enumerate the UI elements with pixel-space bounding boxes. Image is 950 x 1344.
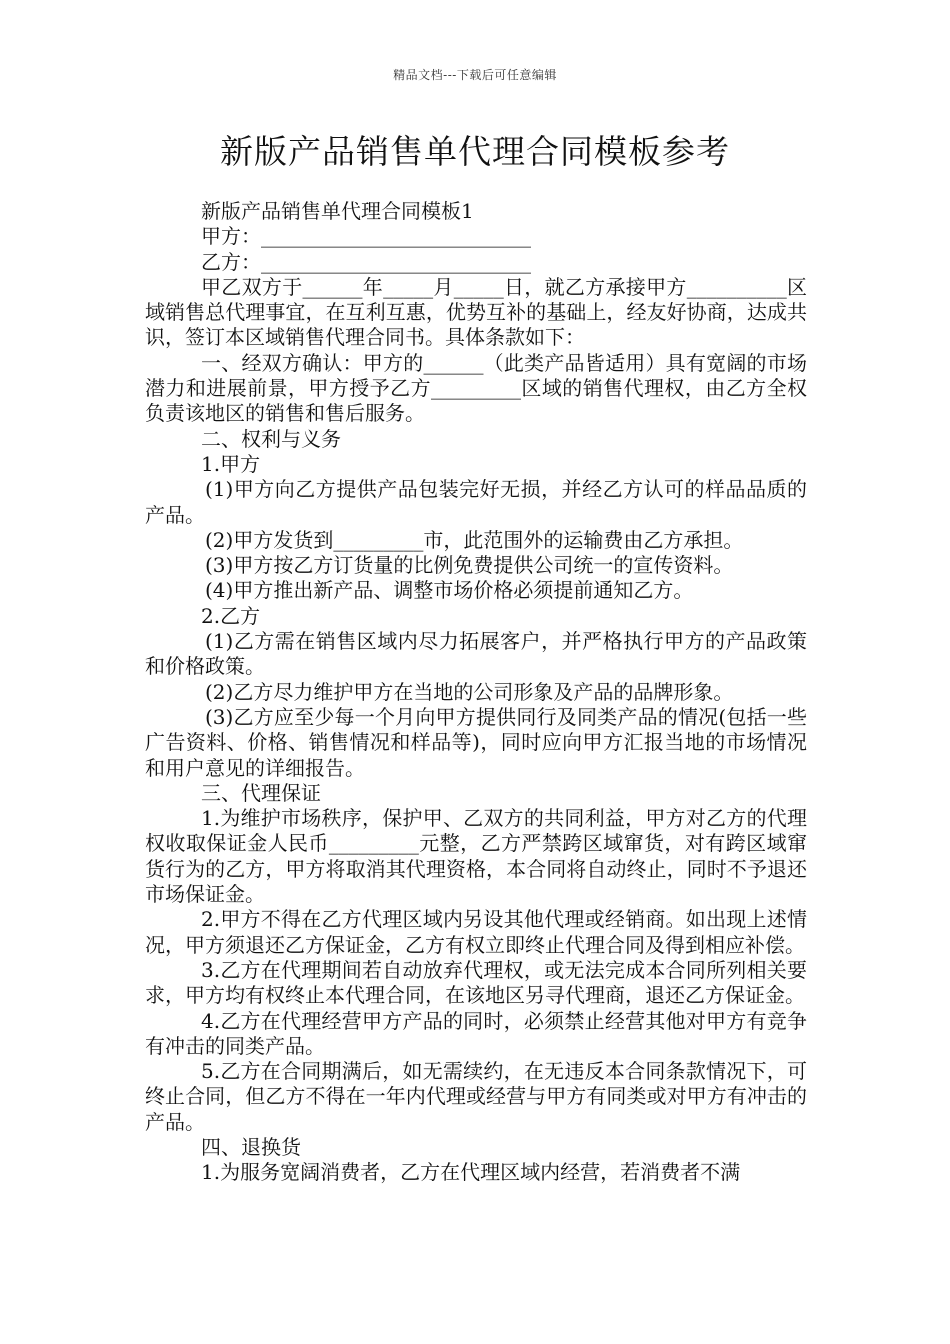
document-title: 新版产品销售单代理合同模板参考 [220,132,730,171]
paragraph: 1.为服务宽阔消费者，乙方在代理区域内经营，若消费者不满 [201,1160,741,1185]
paragraph: 甲乙双方于______年_____月_____日，就乙方承接甲方__________区域销售总代理事宜，在互利互惠，优势互补的基础上，经友好协商，达成共识，签订本区域销售代理合同书。具体条款如下： [145,274,807,350]
paragraph: (3)甲方按乙方订货量的比例免费提供公司统一的宣传资料。 [205,553,734,578]
paragraph: 二、权利与义务 [201,426,341,451]
paragraph: 新版产品销售单代理合同模板1 [201,199,474,223]
paragraph: (1)乙方需在销售区域内尽力拓展客户，并严格执行甲方的产品政策和价格政策。 [145,629,807,679]
paragraph: (2)乙方尽力维护甲方在当地的公司形象及产品的品牌形象。 [205,679,734,704]
paragraph: 2.甲方不得在乙方代理区域内另设其他代理或经销商。如出现上述情况，甲方须退还乙方保证金，乙方有权立即终止代理合同及得到相应补偿。 [145,907,807,957]
paragraph: 2.乙方 [201,603,261,628]
paragraph: 乙方：___________________________ [201,249,531,274]
paragraph: 三、代理保证 [201,780,321,805]
paragraph: 甲方：___________________________ [201,224,531,249]
paragraph: (1)甲方向乙方提供产品包装完好无损，并经乙方认可的样品品质的产品。 [145,477,807,527]
document-body [145,199,807,1186]
paragraph: 四、退换货 [201,1134,301,1159]
page-header-note: 精品文档---下载后可任意编辑 [393,68,557,82]
paragraph: (3)乙方应至少每一个月向甲方提供同行及同类产品的情况(包括一些广告资料、价格、销售情况和样品等)，同时应向甲方汇报当地的市场情况和用户意见的详细报告。 [145,704,807,780]
paragraph: 4.乙方在代理经营甲方产品的同时，必须禁止经营其他对甲方有竞争有冲击的同类产品。 [145,1008,807,1058]
paragraph: 5.乙方在合同期满后，如无需续约，在无违反本合同条款情况下，可终止合同，但乙方不得在一年内代理或经营与甲方有同类或对甲方有冲击的产品。 [145,1059,807,1134]
paragraph: 一、经双方确认：甲方的______（此类产品皆适用）具有宽阔的市场潜力和进展前景，甲方授予乙方_________区域的销售代理权，由乙方全权负责该地区的销售和售后服务。 [145,350,807,426]
paragraph: 1.甲方 [201,451,261,476]
paragraph: (4)甲方推出新产品、调整市场价格必须提前通知乙方。 [205,578,694,603]
paragraph: 1.为维护市场秩序，保护甲、乙双方的共同利益，甲方对乙方的代理权收取保证金人民币_________元整，乙方严禁跨区域窜货，对有跨区域窜货行为的乙方，甲方将取消其代理资格，本合同将自动终止，同时不予退还市场保证金。 [145,806,807,907]
paragraph: (2)甲方发货到_________市，此范围外的运输费由乙方承担。 [205,527,744,552]
paragraph: 3.乙方在代理期间若自动放弃代理权，或无法完成本合同所列相关要求，甲方均有权终止本代理合同，在该地区另寻代理商，退还乙方保证金。 [145,957,807,1008]
